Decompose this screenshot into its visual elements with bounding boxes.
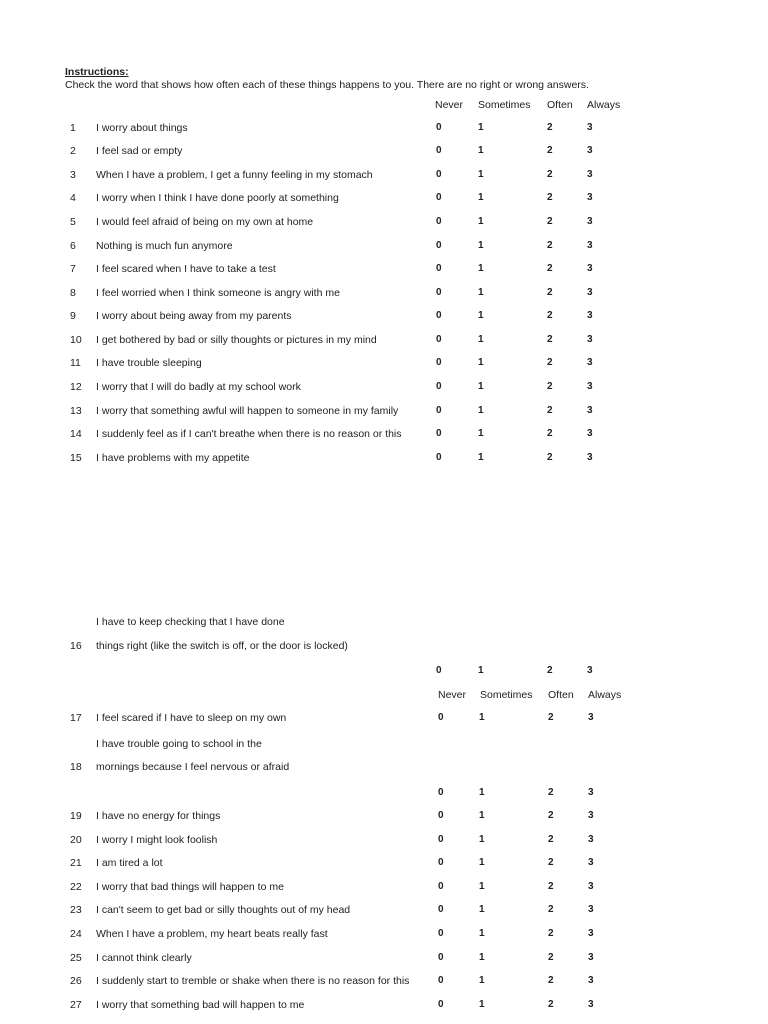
- item-number: 11: [70, 357, 81, 369]
- score-option-0[interactable]: 0: [438, 952, 444, 963]
- score-option-0[interactable]: 0: [436, 216, 442, 227]
- item-text: I feel worried when I think someone is angry with me: [96, 287, 340, 299]
- instructions-text: Check the word that shows how often each of these things happens to you. There are no right or wrong answers.: [65, 79, 589, 91]
- score-option-0[interactable]: 0: [438, 999, 444, 1010]
- score-option-2[interactable]: 2: [547, 405, 553, 416]
- item-number: 9: [70, 310, 76, 322]
- score-option-3[interactable]: 3: [588, 928, 594, 939]
- score-option-3[interactable]: 3: [587, 145, 593, 156]
- score-option-2[interactable]: 2: [547, 263, 553, 274]
- score-option-1[interactable]: 1: [479, 834, 485, 845]
- score-option-0[interactable]: 0: [438, 857, 444, 868]
- score-option-1[interactable]: 1: [479, 999, 485, 1010]
- item-text-line2: mornings because I feel nervous or afraid: [96, 761, 290, 773]
- score-option-0[interactable]: 0: [438, 787, 444, 798]
- item-number: 13: [70, 405, 82, 417]
- score-option-1[interactable]: 1: [478, 357, 484, 368]
- item-text: I have trouble sleeping: [96, 357, 202, 369]
- score-option-3[interactable]: 3: [587, 310, 593, 321]
- score-option-2[interactable]: 2: [548, 810, 554, 821]
- score-option-3[interactable]: 3: [587, 240, 593, 251]
- score-option-1[interactable]: 1: [479, 975, 485, 986]
- scale-header-often: Often: [547, 99, 573, 111]
- score-option-2[interactable]: 2: [548, 928, 554, 939]
- score-option-1[interactable]: 1: [479, 810, 485, 821]
- item-text: I worry I might look foolish: [96, 834, 218, 846]
- score-option-1[interactable]: 1: [479, 712, 485, 723]
- item-number: 26: [70, 975, 82, 987]
- score-option-0[interactable]: 0: [436, 381, 442, 392]
- score-option-3[interactable]: 3: [588, 999, 594, 1010]
- item-text: When I have a problem, I get a funny feeling in my stomach: [96, 169, 373, 181]
- item-text: I am tired a lot: [96, 857, 163, 869]
- score-option-3[interactable]: 3: [587, 665, 593, 676]
- score-option-0[interactable]: 0: [438, 904, 444, 915]
- item-number: 20: [70, 834, 82, 846]
- score-option-3[interactable]: 3: [587, 357, 593, 368]
- item-number: 27: [70, 999, 82, 1011]
- score-option-1[interactable]: 1: [479, 881, 485, 892]
- score-option-2[interactable]: 2: [547, 122, 553, 133]
- item-number: 19: [70, 810, 82, 822]
- score-option-2[interactable]: 2: [548, 712, 554, 723]
- score-option-2[interactable]: 2: [548, 952, 554, 963]
- score-option-2[interactable]: 2: [548, 857, 554, 868]
- score-option-1[interactable]: 1: [479, 787, 485, 798]
- scale-header-sometimes: Sometimes: [478, 99, 531, 111]
- score-option-1[interactable]: 1: [478, 145, 484, 156]
- score-option-1[interactable]: 1: [478, 192, 484, 203]
- score-option-1[interactable]: 1: [479, 904, 485, 915]
- score-option-0[interactable]: 0: [438, 712, 444, 723]
- score-option-0[interactable]: 0: [436, 240, 442, 251]
- item-text: I worry that bad things will happen to me: [96, 881, 284, 893]
- score-option-3[interactable]: 3: [587, 405, 593, 416]
- score-option-3[interactable]: 3: [587, 122, 593, 133]
- score-option-3[interactable]: 3: [588, 857, 594, 868]
- item-number: 14: [70, 428, 82, 440]
- score-option-1[interactable]: 1: [478, 665, 484, 676]
- item-number: 8: [70, 287, 76, 299]
- item-number: 18: [70, 761, 82, 773]
- item-text: Nothing is much fun anymore: [96, 240, 233, 252]
- item-number: 17: [70, 712, 82, 724]
- score-option-1[interactable]: 1: [478, 381, 484, 392]
- score-option-3[interactable]: 3: [587, 334, 593, 345]
- score-option-2[interactable]: 2: [547, 357, 553, 368]
- item-text: I worry that I will do badly at my school work: [96, 381, 301, 393]
- score-option-0[interactable]: 0: [436, 405, 442, 416]
- item-number: 12: [70, 381, 82, 393]
- item-number: 1: [70, 122, 76, 134]
- item-text: I worry when I think I have done poorly at something: [96, 192, 339, 204]
- score-option-0[interactable]: 0: [438, 881, 444, 892]
- item-number: 5: [70, 216, 76, 228]
- score-option-0[interactable]: 0: [436, 357, 442, 368]
- score-option-0[interactable]: 0: [438, 810, 444, 821]
- score-option-0[interactable]: 0: [438, 975, 444, 986]
- item-text: I would feel afraid of being on my own at home: [96, 216, 314, 228]
- item-text: I worry about being away from my parents: [96, 310, 292, 322]
- score-option-1[interactable]: 1: [478, 334, 484, 345]
- score-option-2[interactable]: 2: [548, 881, 554, 892]
- scale-header-sometimes-2: Sometimes: [480, 689, 533, 701]
- item-text: I worry that something bad will happen to me: [96, 999, 305, 1011]
- item-number: 25: [70, 952, 82, 964]
- score-option-2[interactable]: 2: [547, 452, 553, 463]
- score-option-0[interactable]: 0: [436, 334, 442, 345]
- score-option-1[interactable]: 1: [479, 928, 485, 939]
- score-option-0[interactable]: 0: [436, 263, 442, 274]
- score-option-1[interactable]: 1: [478, 263, 484, 274]
- item-text-line1: I have to keep checking that I have done: [96, 616, 285, 628]
- item-text: I feel sad or empty: [96, 145, 183, 157]
- score-option-1[interactable]: 1: [478, 310, 484, 321]
- score-option-1[interactable]: 1: [479, 952, 485, 963]
- score-option-3[interactable]: 3: [587, 263, 593, 274]
- item-number: 2: [70, 145, 76, 157]
- score-option-2[interactable]: 2: [547, 192, 553, 203]
- score-option-3[interactable]: 3: [587, 216, 593, 227]
- score-option-2[interactable]: 2: [547, 381, 553, 392]
- score-option-2[interactable]: 2: [547, 240, 553, 251]
- item-number: 21: [70, 857, 82, 869]
- score-option-1[interactable]: 1: [478, 122, 484, 133]
- score-option-3[interactable]: 3: [587, 169, 593, 180]
- item-number: 23: [70, 904, 82, 916]
- score-option-0[interactable]: 0: [436, 310, 442, 321]
- scale-header-never: Never: [435, 99, 464, 111]
- item-text: I feel scared when I have to take a test: [96, 263, 276, 275]
- score-option-0[interactable]: 0: [436, 287, 442, 298]
- score-option-2[interactable]: 2: [548, 975, 554, 986]
- score-option-1[interactable]: 1: [478, 240, 484, 251]
- item-text: When I have a problem, my heart beats really fast: [96, 928, 328, 940]
- item-number: 4: [70, 192, 76, 204]
- score-option-2[interactable]: 2: [548, 999, 554, 1010]
- score-option-1[interactable]: 1: [479, 857, 485, 868]
- score-option-2[interactable]: 2: [548, 834, 554, 845]
- item-text: I cannot think clearly: [96, 952, 192, 964]
- score-option-2[interactable]: 2: [548, 787, 554, 798]
- item-text: I worry that something awful will happen to someone in my family: [96, 405, 399, 417]
- item-number: 10: [70, 334, 82, 346]
- score-option-3[interactable]: 3: [588, 904, 594, 915]
- scale-header-always: Always: [587, 99, 621, 111]
- item-text: I have no energy for things: [96, 810, 221, 822]
- item-text-line2: things right (like the switch is off, or the door is locked): [96, 640, 348, 652]
- score-option-2[interactable]: 2: [547, 145, 553, 156]
- score-option-0[interactable]: 0: [436, 122, 442, 133]
- score-option-2[interactable]: 2: [547, 287, 553, 298]
- scale-header-often-2: Often: [548, 689, 574, 701]
- score-option-2[interactable]: 2: [547, 665, 553, 676]
- item-number: 15: [70, 452, 82, 464]
- score-option-1[interactable]: 1: [478, 428, 484, 439]
- score-option-0[interactable]: 0: [436, 192, 442, 203]
- item-number: 22: [70, 881, 82, 893]
- score-option-1[interactable]: 1: [478, 287, 484, 298]
- score-option-3[interactable]: 3: [587, 381, 593, 392]
- item-number: 3: [70, 169, 76, 181]
- score-option-3[interactable]: 3: [588, 952, 594, 963]
- score-option-2[interactable]: 2: [547, 334, 553, 345]
- item-number: 7: [70, 263, 76, 275]
- item-number: 16: [70, 640, 82, 652]
- score-option-0[interactable]: 0: [436, 145, 442, 156]
- score-option-3[interactable]: 3: [588, 810, 594, 821]
- item-text: I suddenly feel as if I can't breathe when there is no reason or this: [96, 428, 402, 440]
- score-option-3[interactable]: 3: [587, 428, 593, 439]
- score-option-1[interactable]: 1: [478, 452, 484, 463]
- item-text: I get bothered by bad or silly thoughts or pictures in my mind: [96, 334, 377, 346]
- item-text: I can't seem to get bad or silly thoughts out of my head: [96, 904, 351, 916]
- item-text: I worry about things: [96, 122, 188, 134]
- score-option-2[interactable]: 2: [547, 216, 553, 227]
- score-option-2[interactable]: 2: [548, 904, 554, 915]
- item-text: I have problems with my appetite: [96, 452, 250, 464]
- score-option-3[interactable]: 3: [587, 287, 593, 298]
- score-option-1[interactable]: 1: [478, 405, 484, 416]
- score-option-0[interactable]: 0: [438, 834, 444, 845]
- score-option-3[interactable]: 3: [587, 452, 593, 463]
- item-text-line1: I have trouble going to school in the: [96, 738, 262, 750]
- score-option-2[interactable]: 2: [547, 428, 553, 439]
- score-option-3[interactable]: 3: [588, 834, 594, 845]
- score-option-2[interactable]: 2: [547, 310, 553, 321]
- instructions-title: Instructions:: [65, 66, 129, 78]
- score-option-0[interactable]: 0: [436, 169, 442, 180]
- scale-header-never-2: Never: [438, 689, 467, 701]
- item-number: 24: [70, 928, 82, 940]
- score-option-1[interactable]: 1: [478, 216, 484, 227]
- score-option-1[interactable]: 1: [478, 169, 484, 180]
- score-option-3[interactable]: 3: [588, 881, 594, 892]
- score-option-3[interactable]: 3: [588, 787, 594, 798]
- item-text: I feel scared if I have to sleep on my own: [96, 712, 287, 724]
- score-option-3[interactable]: 3: [588, 975, 594, 986]
- score-option-0[interactable]: 0: [436, 452, 442, 463]
- item-number: 6: [70, 240, 76, 252]
- score-option-2[interactable]: 2: [547, 169, 553, 180]
- score-option-0[interactable]: 0: [436, 665, 442, 676]
- score-option-3[interactable]: 3: [588, 712, 594, 723]
- scale-header-always-2: Always: [588, 689, 622, 701]
- item-text: I suddenly start to tremble or shake when there is no reason for this: [96, 975, 410, 987]
- score-option-0[interactable]: 0: [438, 928, 444, 939]
- score-option-3[interactable]: 3: [587, 192, 593, 203]
- score-option-0[interactable]: 0: [436, 428, 442, 439]
